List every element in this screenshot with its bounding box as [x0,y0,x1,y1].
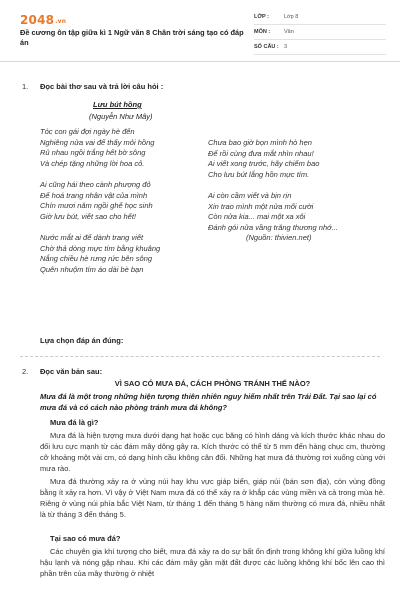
question-number: 1. [22,82,29,91]
poem-line: Rủ nhau ngồi trắng hết bờ sông [40,148,146,158]
poem-line: Nghiêng nửa vai để thấy mỏi hồng [40,137,155,147]
poem-line: Chờ thả dòng mực tím bằng khuâng [40,243,161,253]
poem-line: Xin trao mình một nửa mối cười [208,201,314,211]
poem-line: Và chép tặng những lời hoa cỏ. [40,158,145,168]
article-paragraph: Các chuyên gia khí tượng cho biết, mưa đá xảy ra do sự bất ổn định trong không khí giữa luồng khí hậu lạnh và nóng gặp nhau. Khi các đám mây gần mặt đất được các luồng không khí bốc lên cao thì phần trên của mây thường ở nhiệt [40,547,385,578]
document-meta [254,10,386,55]
article-paragraph: Mưa đá là hiện tượng mưa dưới dạng hạt hoặc cục băng có hình dáng và kích thước khác nhau do đối lưu cực mạnh từ các đám mây dông gây ra. Kích thước có thể từ 5 mm đến hàng chục cm, thường cỡ khoảng một vài cm, có dạng hình cầu không cân đối. Những hạt mưa đá thường rơi xuống cùng với mưa rào. [40,431,385,473]
question-number: 2. [22,367,29,376]
poem-left-column [40,127,160,275]
meta-value: Lớp 8 [284,14,299,20]
meta-row-subject [254,25,386,40]
poem-line: Tóc con gái đợi ngày hè đến [40,127,135,136]
brand-tld: .vn [55,18,67,25]
poem-line [208,180,338,191]
article-paragraph: Mưa đá thường xảy ra ở vùng núi hay khu vực giáp biển, giáp núi (bán sơn địa), còn vùng đồng bằng ít xảy ra hơn. Vì vậy ở Việt Nam mưa đá có thể xảy ra ở khắp các vùng miền và cả trong mùa hè. Riêng ở vùng núi phía bắc Việt Nam, từ tháng 1 đến tháng 5 hàng năm thường có mưa đá, nhiều nhất là từ tháng 3 đến tháng 5. [40,477,385,519]
poem-line [40,169,160,180]
poem-right-column [208,138,338,244]
poem-title: Lưu bút hồng [93,100,142,109]
article-lead: Mưa đá là một trong những hiện tượng thiên nhiên nguy hiểm nhất trên Trái Đất. Tại sao lại có mưa đá và có cách nào phòng tránh mưa đá không? [40,392,377,412]
meta-value: Văn [284,29,294,35]
meta-row-grade [254,10,386,25]
meta-key: MÔN : [254,29,271,35]
poem-line: Quên nhuộm tím áo dài bè bạn [40,264,144,274]
question-prompt: Đọc bài thơ sau và trả lời câu hỏi : [40,82,164,91]
poem-line [40,222,160,233]
poem-line: Giờ lưu bút, viết sao cho hết! [40,211,137,221]
article-title: VÌ SAO CÓ MƯA ĐÁ, CÁCH PHÒNG TRÁNH THẾ NÀO? [114,379,311,388]
section-heading: Mưa đá là gì? [50,418,99,427]
meta-value: 3 [284,44,288,50]
page-header [0,0,400,62]
poem-line: Nước mắt ai để dành trang viết [40,232,144,242]
meta-key: LỚP : [254,14,269,20]
poem-line: Ai viết xong trước, hãy chiếm bao [208,159,320,169]
poem-line: Ai còn cầm viết và bịn rịn [208,190,292,200]
answer-instruction: Lựa chọn đáp án đúng: [40,336,124,345]
poem-line: Để hoá trang nhân vật của mình [40,190,148,200]
poem-line: Ai cũng hái theo cành phượng đỏ [40,179,151,189]
document-title: Đề cương ôn tập giữa kì 1 Ngữ văn 8 Chân trời sáng tạo có đáp án [20,28,244,47]
question-divider [20,356,380,357]
poem-line: Đánh gói nửa vầng trăng thương nhớ... [208,222,338,232]
brand-name: 2048 [20,13,55,27]
meta-key: SỐ CÂU : [254,44,279,50]
poem-line: Cho lưu bút lắng hồn mực tím. [208,169,310,179]
poem-line: Chưa bao giờ bọn mình hò hẹn [208,138,312,147]
poem-line: Còn nửa kia... mai một xa xôi [208,212,306,222]
poem-source: (Nguồn: thivien.net) [246,233,312,243]
section-heading: Tại sao có mưa đá? [50,534,121,543]
poem-line: Chín mươi năm ngồi ghế học sinh [40,201,153,211]
brand-logo[interactable] [20,13,66,27]
poem-author: (Nguyễn Như Mây) [89,112,153,121]
question-prompt: Đọc văn bản sau: [40,367,103,376]
poem-line: Để rồi cùng đưa mắt nhìn nhau! [208,148,314,158]
meta-row-question-count [254,40,386,55]
poem-line: Nắng chiều hè rưng rức bên sông [40,254,153,264]
